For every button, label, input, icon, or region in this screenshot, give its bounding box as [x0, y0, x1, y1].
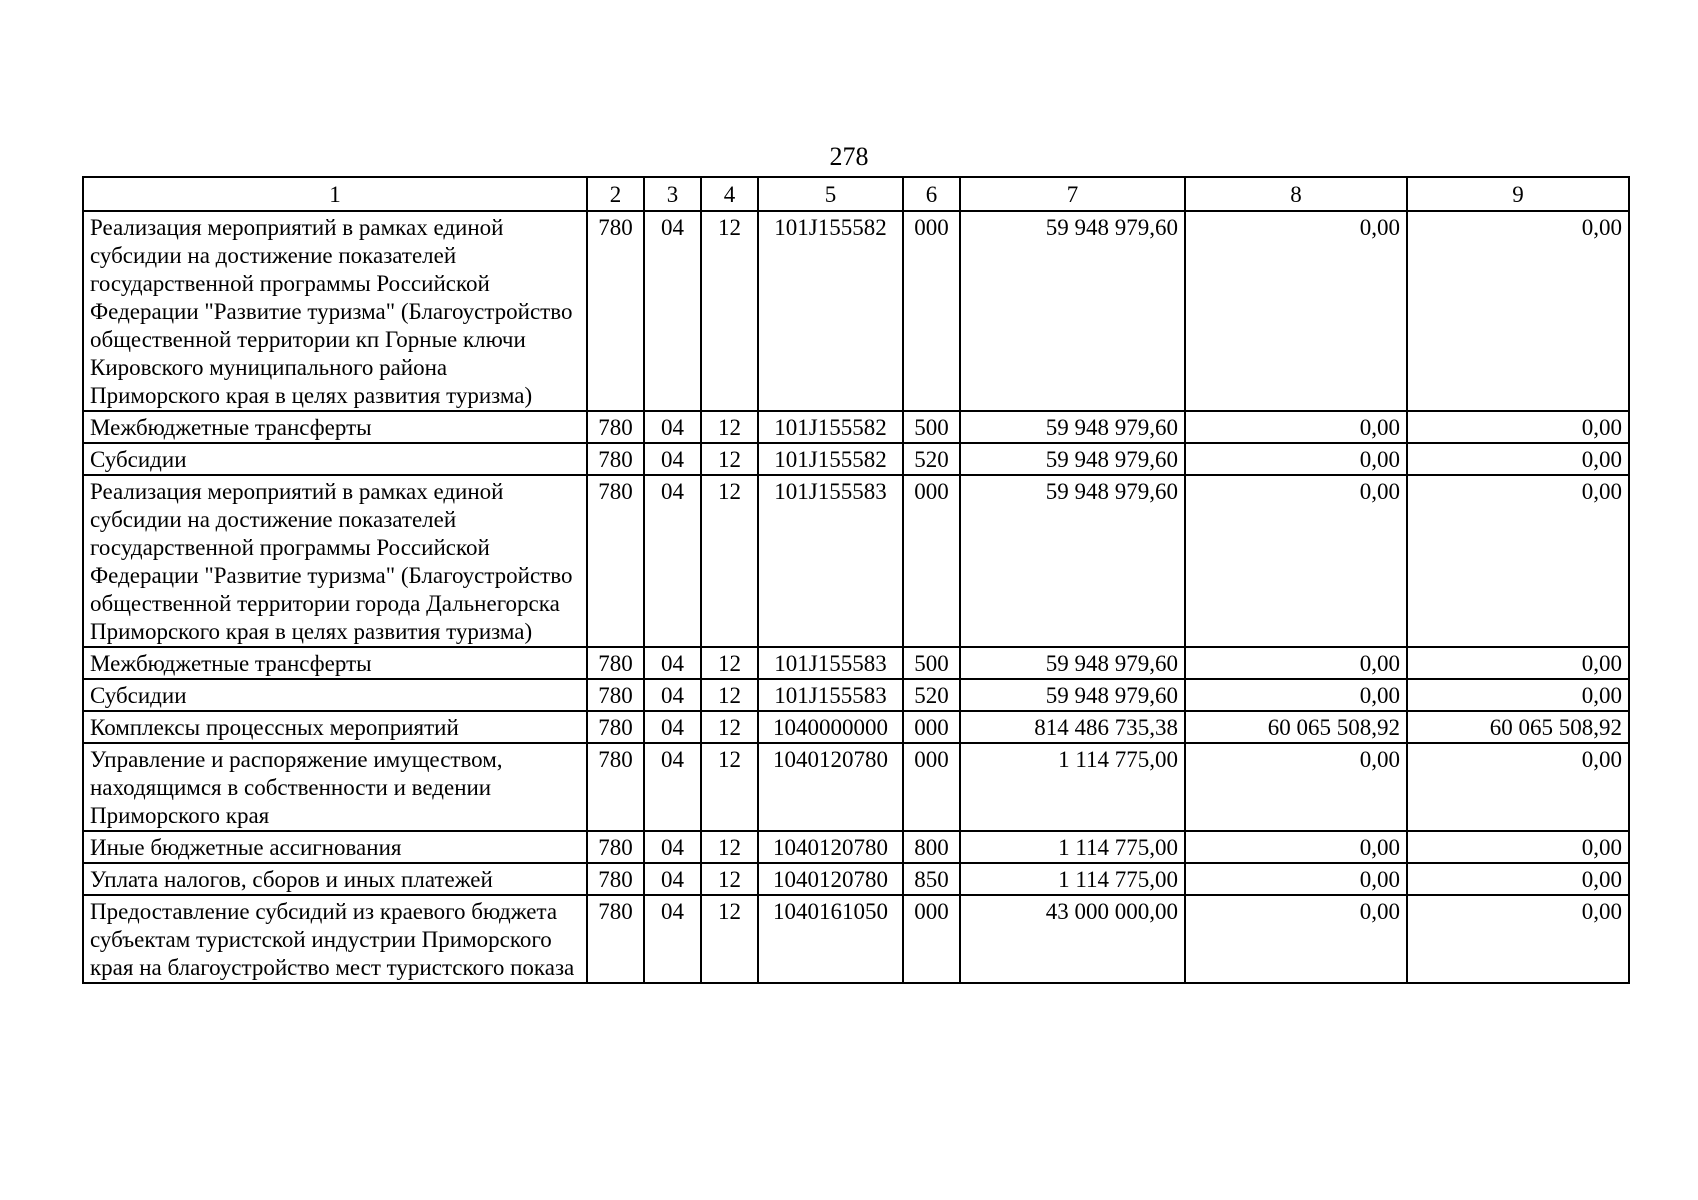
- table-row: [83, 443, 1629, 475]
- amount-cell: 0,00: [1185, 411, 1407, 443]
- code-cell: 04: [644, 895, 701, 983]
- amount-cell: 59 948 979,60: [960, 443, 1185, 475]
- amount-cell: 0,00: [1407, 743, 1629, 831]
- code-cell: 04: [644, 443, 701, 475]
- column-header: 1: [83, 177, 587, 211]
- row-name-cell: Реализация мероприятий в рамках единой субсидии на достижение показателей государственной программы Российской Федерации "Развитие туризма" (Благоустройство общественной территории города Дальнегорска Приморского края в целях развития туризма): [83, 475, 587, 647]
- table-row: [83, 411, 1629, 443]
- code-cell: 780: [587, 443, 644, 475]
- code-cell: 12: [701, 475, 758, 647]
- code-cell: 12: [701, 679, 758, 711]
- amount-cell: 1 114 775,00: [960, 743, 1185, 831]
- code-cell: 04: [644, 679, 701, 711]
- code-cell: 850: [903, 863, 960, 895]
- amount-cell: 0,00: [1185, 443, 1407, 475]
- code-cell: 101J155583: [758, 475, 903, 647]
- amount-cell: 59 948 979,60: [960, 211, 1185, 411]
- budget-table: [82, 176, 1630, 984]
- amount-cell: 0,00: [1185, 863, 1407, 895]
- table-row: [83, 211, 1629, 411]
- code-cell: 12: [701, 863, 758, 895]
- code-cell: 800: [903, 831, 960, 863]
- code-cell: 101J155582: [758, 411, 903, 443]
- amount-cell: 0,00: [1407, 647, 1629, 679]
- amount-cell: 0,00: [1407, 895, 1629, 983]
- code-cell: 1040120780: [758, 863, 903, 895]
- code-cell: 780: [587, 475, 644, 647]
- code-cell: 1040161050: [758, 895, 903, 983]
- amount-cell: 1 114 775,00: [960, 863, 1185, 895]
- code-cell: 12: [701, 711, 758, 743]
- code-cell: 000: [903, 211, 960, 411]
- amount-cell: 43 000 000,00: [960, 895, 1185, 983]
- table-row: [83, 831, 1629, 863]
- table-row: [83, 647, 1629, 679]
- amount-cell: 0,00: [1185, 679, 1407, 711]
- code-cell: 780: [587, 211, 644, 411]
- column-header: 6: [903, 177, 960, 211]
- code-cell: 12: [701, 743, 758, 831]
- code-cell: 780: [587, 895, 644, 983]
- code-cell: 000: [903, 895, 960, 983]
- code-cell: 000: [903, 711, 960, 743]
- amount-cell: 0,00: [1407, 831, 1629, 863]
- amount-cell: 1 114 775,00: [960, 831, 1185, 863]
- code-cell: 780: [587, 647, 644, 679]
- code-cell: 04: [644, 211, 701, 411]
- amount-cell: 0,00: [1185, 475, 1407, 647]
- code-cell: 780: [587, 863, 644, 895]
- code-cell: 000: [903, 743, 960, 831]
- row-name-cell: Иные бюджетные ассигнования: [83, 831, 587, 863]
- table-row: [83, 475, 1629, 647]
- code-cell: 1040120780: [758, 831, 903, 863]
- page-number: 278: [829, 142, 869, 171]
- amount-cell: 0,00: [1407, 411, 1629, 443]
- row-name-cell: Реализация мероприятий в рамках единой субсидии на достижение показателей государственной программы Российской Федерации "Развитие туризма" (Благоустройство общественной территории кп Горные ключи Кировского муниципального района Приморского края в целях развития туризма): [83, 211, 587, 411]
- code-cell: 12: [701, 443, 758, 475]
- code-cell: 12: [701, 831, 758, 863]
- table-body: [83, 211, 1629, 983]
- code-cell: 04: [644, 475, 701, 647]
- amount-cell: 0,00: [1185, 895, 1407, 983]
- code-cell: 520: [903, 443, 960, 475]
- column-header: 3: [644, 177, 701, 211]
- column-header: 7: [960, 177, 1185, 211]
- column-header: 2: [587, 177, 644, 211]
- row-name-cell: Управление и распоряжение имуществом, находящимся в собственности и ведении Приморского края: [83, 743, 587, 831]
- row-name-cell: Субсидии: [83, 679, 587, 711]
- amount-cell: 60 065 508,92: [1407, 711, 1629, 743]
- code-cell: 1040120780: [758, 743, 903, 831]
- amount-cell: 59 948 979,60: [960, 647, 1185, 679]
- amount-cell: 0,00: [1407, 443, 1629, 475]
- amount-cell: 0,00: [1407, 475, 1629, 647]
- code-cell: 04: [644, 711, 701, 743]
- code-cell: 04: [644, 411, 701, 443]
- row-name-cell: Комплексы процессных мероприятий: [83, 711, 587, 743]
- amount-cell: 0,00: [1185, 647, 1407, 679]
- code-cell: 780: [587, 831, 644, 863]
- amount-cell: 0,00: [1407, 863, 1629, 895]
- row-name-cell: Предоставление субсидий из краевого бюджета субъектам туристской индустрии Приморского края на благоустройство мест туристского показа: [83, 895, 587, 983]
- code-cell: 04: [644, 831, 701, 863]
- code-cell: 520: [903, 679, 960, 711]
- code-cell: 780: [587, 679, 644, 711]
- code-cell: 500: [903, 647, 960, 679]
- code-cell: 04: [644, 647, 701, 679]
- code-cell: 780: [587, 743, 644, 831]
- column-header: 5: [758, 177, 903, 211]
- amount-cell: 0,00: [1185, 831, 1407, 863]
- column-header: 4: [701, 177, 758, 211]
- amount-cell: 59 948 979,60: [960, 475, 1185, 647]
- column-header: 9: [1407, 177, 1629, 211]
- amount-cell: 60 065 508,92: [1185, 711, 1407, 743]
- code-cell: 12: [701, 647, 758, 679]
- table-row: [83, 679, 1629, 711]
- header-row: [83, 177, 1629, 211]
- code-cell: 04: [644, 743, 701, 831]
- amount-cell: 0,00: [1407, 679, 1629, 711]
- row-name-cell: Субсидии: [83, 443, 587, 475]
- code-cell: 101J155582: [758, 443, 903, 475]
- code-cell: 101J155583: [758, 647, 903, 679]
- amount-cell: 59 948 979,60: [960, 411, 1185, 443]
- table-row: [83, 743, 1629, 831]
- table-row: [83, 711, 1629, 743]
- row-name-cell: Межбюджетные трансферты: [83, 647, 587, 679]
- code-cell: 000: [903, 475, 960, 647]
- code-cell: 12: [701, 895, 758, 983]
- code-cell: 780: [587, 711, 644, 743]
- code-cell: 12: [701, 211, 758, 411]
- code-cell: 780: [587, 411, 644, 443]
- row-name-cell: Межбюджетные трансферты: [83, 411, 587, 443]
- amount-cell: 59 948 979,60: [960, 679, 1185, 711]
- code-cell: 101J155583: [758, 679, 903, 711]
- column-header: 8: [1185, 177, 1407, 211]
- code-cell: 12: [701, 411, 758, 443]
- code-cell: 1040000000: [758, 711, 903, 743]
- code-cell: 101J155582: [758, 211, 903, 411]
- amount-cell: 814 486 735,38: [960, 711, 1185, 743]
- table-row: [83, 895, 1629, 983]
- row-name-cell: Уплата налогов, сборов и иных платежей: [83, 863, 587, 895]
- code-cell: 04: [644, 863, 701, 895]
- amount-cell: 0,00: [1185, 743, 1407, 831]
- amount-cell: 0,00: [1185, 211, 1407, 411]
- amount-cell: 0,00: [1407, 211, 1629, 411]
- table-row: [83, 863, 1629, 895]
- code-cell: 500: [903, 411, 960, 443]
